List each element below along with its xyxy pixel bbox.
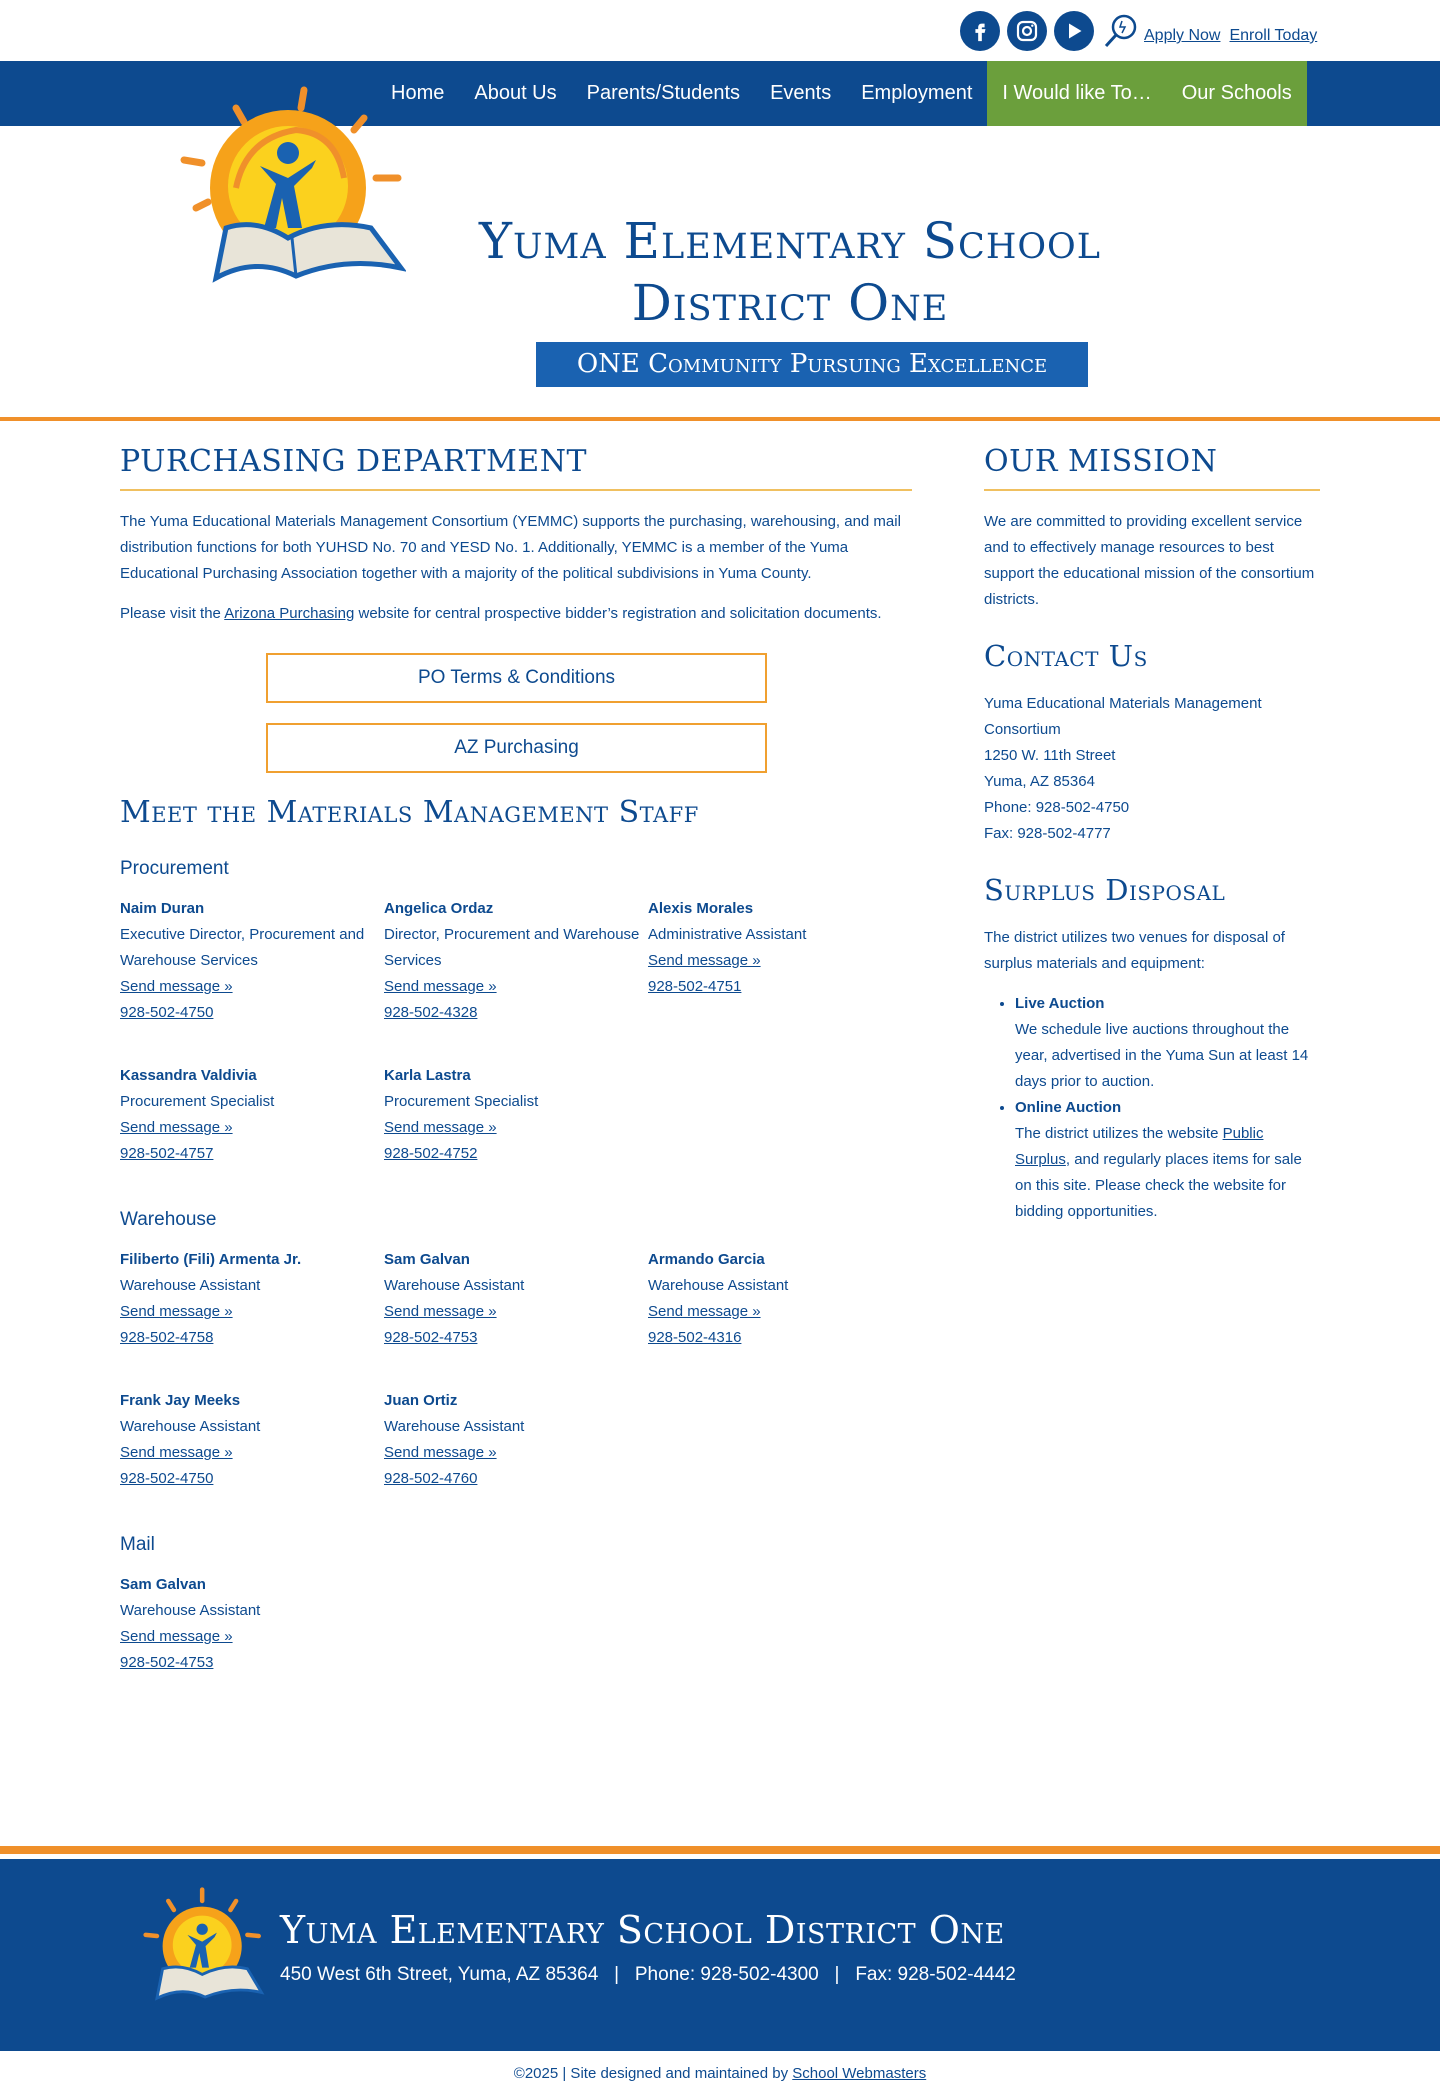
staff-title: Warehouse Assistant xyxy=(120,1602,261,1619)
visit-post: website for central prospective bidder’s registration and solicitation documents. xyxy=(354,605,882,622)
send-message-link[interactable]: Send message » xyxy=(648,1303,761,1320)
staff-title: Administrative Assistant xyxy=(648,926,807,943)
live-auction-text: We schedule live auctions throughout the year, advertised in the Yuma Sun at least 14 days prior to auction. xyxy=(1015,1021,1309,1090)
online-post: , and regularly places items for sale on this site. Please check the website for bidding opportunities. xyxy=(1015,1151,1302,1220)
top-links xyxy=(1144,27,1317,45)
list-item xyxy=(1015,991,1320,1095)
send-message-link[interactable]: Send message » xyxy=(384,1119,497,1136)
staff-heading: Meet the Materials Management Staff xyxy=(120,795,699,830)
nav-home[interactable]: Home xyxy=(391,82,445,104)
visit-text xyxy=(120,601,912,627)
nav-employment[interactable]: Employment xyxy=(861,82,973,104)
procurement-heading: Procurement xyxy=(120,858,229,879)
send-message-link[interactable]: Send message » xyxy=(120,1444,233,1461)
send-message-link[interactable]: Send message » xyxy=(384,978,497,995)
staff-card xyxy=(648,896,912,1026)
nav-parents-students[interactable]: Parents/Students xyxy=(586,82,741,104)
staff-title: Director, Procurement and Warehouse Services xyxy=(384,926,640,969)
list-item xyxy=(1015,1095,1320,1225)
site-title: Yuma Elementary School District One xyxy=(479,212,1101,332)
phone-link[interactable]: 928-502-4316 xyxy=(648,1329,742,1346)
site-header xyxy=(0,126,1440,421)
search-icon[interactable] xyxy=(1101,11,1141,51)
enroll-today-link[interactable]: Enroll Today xyxy=(1229,27,1318,44)
surplus-intro: The district utilizes two venues for disposal of surplus materials and equipment: xyxy=(984,929,1285,972)
phone-link[interactable]: 928-502-4757 xyxy=(120,1145,214,1162)
po-terms-button[interactable]: PO Terms & Conditions xyxy=(266,653,767,703)
phone-link[interactable]: 928-502-4758 xyxy=(120,1329,214,1346)
copyright xyxy=(0,2051,1440,2096)
sidebar xyxy=(984,421,1320,1225)
phone-link[interactable]: 928-502-4753 xyxy=(384,1329,478,1346)
phone-link[interactable]: 928-502-4752 xyxy=(384,1145,478,1162)
live-auction-title: • Live Auction xyxy=(1015,995,1105,1012)
footer-address: 450 West 6th Street, Yuma, AZ 85364 | Phone: 928-502-4300 | Fax: 928-502-4442 xyxy=(280,1964,1016,1985)
procurement-staff xyxy=(120,896,912,1167)
footer-title: Yuma Elementary School District One xyxy=(280,1908,1005,1952)
surplus-list xyxy=(984,991,1320,1225)
phone-link[interactable]: 928-502-4760 xyxy=(384,1470,478,1487)
contact-fax: Fax: 928-502-4777 xyxy=(984,825,1111,842)
school-webmasters-link[interactable]: School Webmasters xyxy=(792,2065,927,2082)
send-message-link[interactable]: Send message » xyxy=(384,1444,497,1461)
staff-card xyxy=(120,1247,384,1351)
staff-card xyxy=(120,1572,384,1676)
arizona-purchasing-link[interactable]: Arizona Purchasing xyxy=(224,605,355,622)
main-content xyxy=(0,421,1440,1846)
mission-text: We are committed to providing excellent service and to effectively manage resources to best support the educational mission of the consortium districts. xyxy=(984,513,1315,608)
staff-title: Warehouse Assistant xyxy=(384,1418,525,1435)
district-logo[interactable] xyxy=(176,78,406,308)
footer-logo[interactable] xyxy=(140,1884,270,2014)
staff-card xyxy=(120,896,384,1026)
footer xyxy=(0,1846,1440,2051)
facebook-icon[interactable] xyxy=(960,11,1000,51)
send-message-link[interactable]: Send message » xyxy=(120,978,233,995)
contact-phone: Phone: 928-502-4750 xyxy=(984,799,1130,816)
nav-our-schools[interactable]: Our Schools xyxy=(1167,61,1307,126)
phone-link[interactable]: 928-502-4750 xyxy=(120,1470,214,1487)
send-message-link[interactable]: Send message » xyxy=(648,952,761,969)
staff-name: Armando Garcia xyxy=(648,1251,765,1268)
copyright-text: ©2025 | Site designed and maintained by xyxy=(513,2065,793,2082)
send-message-link[interactable]: Send message » xyxy=(120,1628,233,1645)
staff-name: Angelica Ordaz xyxy=(384,900,494,917)
az-purchasing-button[interactable]: AZ Purchasing xyxy=(266,723,767,773)
staff-title: Warehouse Assistant xyxy=(120,1277,261,1294)
phone-link[interactable]: 928-502-4328 xyxy=(384,1004,478,1021)
instagram-icon[interactable] xyxy=(1007,11,1047,51)
warehouse-staff xyxy=(120,1247,912,1492)
mail-heading: Mail xyxy=(120,1534,155,1555)
staff-title: Warehouse Assistant xyxy=(120,1418,261,1435)
staff-card xyxy=(384,1247,648,1351)
contact-city: Yuma, AZ 85364 xyxy=(984,773,1095,790)
content-column xyxy=(120,421,912,1676)
staff-title: Warehouse Assistant xyxy=(648,1277,789,1294)
online-auction-title: • Online Auction xyxy=(1015,1099,1122,1116)
staff-name: Juan Ortiz xyxy=(384,1392,458,1409)
staff-name: Frank Jay Meeks xyxy=(120,1392,241,1409)
nav-menu xyxy=(376,61,1307,126)
phone-link[interactable]: 928-502-4750 xyxy=(120,1004,214,1021)
nav-events[interactable]: Events xyxy=(770,82,832,104)
visit-pre: Please visit the xyxy=(120,605,225,622)
online-pre: The district utilizes the website xyxy=(1015,1125,1223,1142)
staff-title: Warehouse Assistant xyxy=(384,1277,525,1294)
top-bar xyxy=(0,0,1440,61)
staff-name: Naim Duran xyxy=(120,900,205,917)
contact-street: 1250 W. 11th Street xyxy=(984,747,1116,764)
contact-org: Yuma Educational Materials Management Consortium xyxy=(984,695,1262,738)
phone-link[interactable]: 928-502-4751 xyxy=(648,978,742,995)
page-title: PURCHASING DEPARTMENT xyxy=(120,444,912,491)
staff-title: Executive Director, Procurement and Warehouse Services xyxy=(120,926,365,969)
staff-name: Alexis Morales xyxy=(648,900,754,917)
staff-name: Kassandra Valdivia xyxy=(120,1067,257,1084)
public-surplus-link[interactable]: Public Surplus xyxy=(1015,1125,1264,1168)
staff-name: Sam Galvan xyxy=(384,1251,470,1268)
staff-card xyxy=(648,1247,912,1351)
staff-name: Filiberto (Fili) Armenta Jr. xyxy=(120,1251,302,1268)
staff-title: Procurement Specialist xyxy=(120,1093,275,1110)
staff-name: Karla Lastra xyxy=(384,1067,471,1084)
contact-heading: Contact Us xyxy=(984,639,1148,673)
staff-name: Sam Galvan xyxy=(120,1576,206,1593)
staff-card xyxy=(384,896,648,1026)
nav-i-would-like-to[interactable]: I Would like To… xyxy=(987,61,1166,126)
send-message-link[interactable]: Send message » xyxy=(384,1303,497,1320)
send-message-link[interactable]: Send message » xyxy=(120,1303,233,1320)
warehouse-heading: Warehouse xyxy=(120,1209,217,1230)
nav-about-us[interactable]: About Us xyxy=(474,82,557,104)
social-links xyxy=(960,11,1141,51)
surplus-heading: Surplus Disposal xyxy=(984,873,1226,907)
apply-now-link[interactable]: Apply Now xyxy=(1144,27,1221,44)
staff-card xyxy=(384,1063,648,1167)
phone-link[interactable]: 928-502-4753 xyxy=(120,1654,214,1671)
intro-text: The Yuma Educational Materials Management Consortium (YEMMC) supports the purchasing, warehousing, and mail distribution functions for both YUHSD No. 70 and YESD No. 1. Additionally, YEMMC is a member of the Yuma Educational Purchasing Association together with a majority of the political subdivisions in Yuma County. xyxy=(120,513,901,582)
youtube-icon[interactable] xyxy=(1054,11,1094,51)
send-message-link[interactable]: Send message » xyxy=(120,1119,233,1136)
mission-heading: OUR MISSION xyxy=(984,444,1320,491)
staff-title: Procurement Specialist xyxy=(384,1093,539,1110)
mail-staff xyxy=(120,1572,912,1676)
staff-card xyxy=(384,1388,648,1492)
staff-card xyxy=(120,1388,384,1492)
contact-block xyxy=(984,691,1320,847)
tagline: ONE Community Pursuing Excellence xyxy=(536,342,1088,387)
staff-card xyxy=(120,1063,384,1167)
